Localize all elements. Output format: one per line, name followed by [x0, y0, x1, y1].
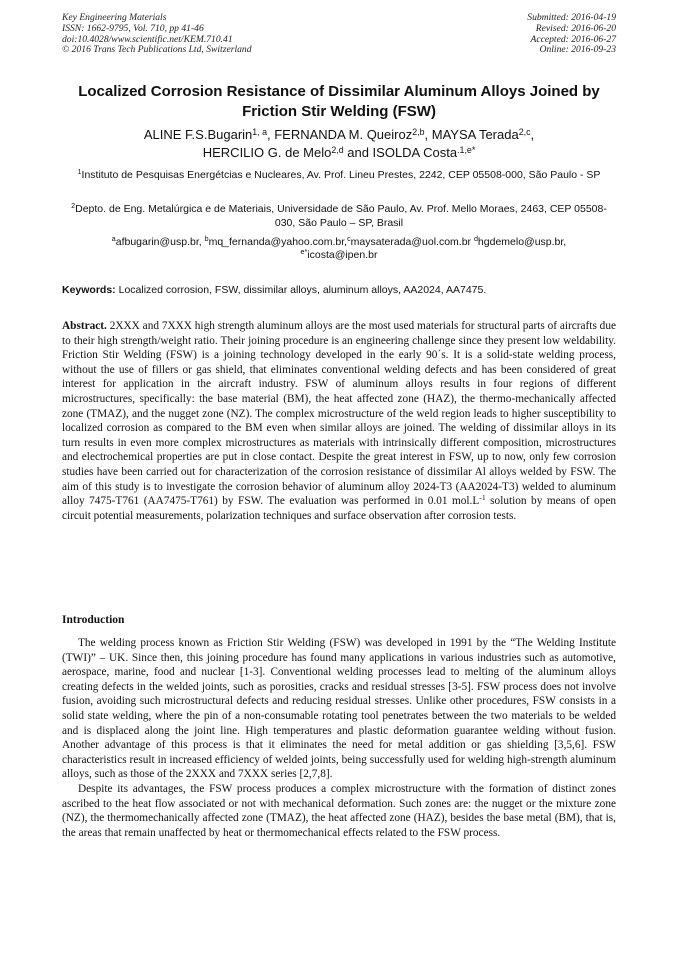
- author: ISOLDA Costa$^{.1,e*}$: [372, 144, 476, 160]
- section-heading-introduction: Introduction: [62, 614, 125, 626]
- affiliation: $^1$Instituto de Pesquisas Energétcias e Nucleares, Av. Prof. Lineu Prestes, 2242, CEP 05508-000, São Paulo - SP: [77, 168, 601, 181]
- revised-date: Revised: 2016-06-20: [535, 22, 616, 34]
- paragraph: Despite its advantages, the FSW process produces a complex microstructure with the formation of distinct zones ascribed to the heat flow associated or not with mechanical deformation. Such zones are: the nugget or the mixture zone (NZ), the thermomechanically affected zone (TMAZ), the heat affected zone (HAZ), besides the base metal (BM), that is, the areas that remain unaffected by heat or thermomechanical effects related to the FSW process.: [62, 782, 616, 839]
- affiliation: $^2$Depto. de Eng. Metalúrgica e de Materiais, Universidade de São Paulo, Av. Prof. Mello Moraes, 2463, CEP 05508-030, São Paulo – SP, Brasil: [71, 202, 607, 229]
- journal-info: [62, 13, 252, 56]
- keywords-label: Keywords:: [62, 284, 116, 296]
- accepted-date: Accepted: 2016-06-27: [530, 33, 616, 45]
- author-list: [62, 126, 616, 162]
- author: HERCILIO G. de Melo$^{2,d}$ and: [202, 144, 373, 160]
- paper-title: Localized Corrosion Resistance of Dissimilar Aluminum Alloys Joined by Friction Stir Welding (FSW): [78, 83, 600, 120]
- journal-name: Key Engineering Materials: [62, 12, 167, 23]
- issn: ISSN: 1662-9795, Vol. 710, pp 41-46: [62, 22, 204, 34]
- author: MAYSA Terada$^{2,c}$,: [431, 126, 535, 142]
- email: $^a$afbugarin@usp.br,: [111, 235, 205, 248]
- author-emails: [62, 236, 616, 262]
- email: $^{e*}$icosta@ipen.br: [300, 248, 378, 261]
- keywords: [62, 283, 616, 297]
- email: $^d$hgdemelo@usp.br,: [473, 235, 567, 248]
- paragraph: The welding process known as Friction Stir Welding (FSW) was developed in 1991 by the “The Welding Institute (TWI)” – UK. Since then, this joining procedure has found many applications in various industries such as automotive, aerospace, marine, food and nuclear [1-3]. Conventional welding processes lead to melting of the aluminum alloys creating defects in the welded joints, such as porosities, cracks and residual stresses [3-5]. FSW process does not involve fusion, avoiding such microstructural defects and reducing residual stresses. Unlike other procedures, FSW consists in a solid state welding, where the pin of a non-consumable rotating tool penetrates between the two materials to be welded and is displaced along the joint line. High temperatures and plastic deformation guarantee welding without fusion. Another advantage of this process is that it eliminates the need for metal addition or gas shielding [3,5,6]. FSW characteristics result in increased efficiency of welded joints, being successfully used for welding high-strength aluminum alloys, such as those of the 2XXX and 7XXX series [2,7,8].: [62, 637, 616, 781]
- email: $^c$maysaterada@uol.com.br: [347, 235, 474, 248]
- doi: doi:10.4028/www.scientific.net/KEM.710.41: [62, 33, 233, 45]
- abstract-label: Abstract.: [62, 320, 107, 332]
- submitted-date: Submitted: 2016-04-19: [527, 12, 616, 23]
- copyright: © 2016 Trans Tech Publications Ltd, Switzerland: [62, 44, 252, 56]
- author: ALINE F.S.Bugarin$^{1, a}$,: [143, 126, 275, 142]
- email: $^b$mq_fernanda@yahoo.com.br,: [204, 235, 348, 248]
- online-date: Online: 2016-09-23: [539, 44, 616, 56]
- author: FERNANDA M. Queiroz$^{2,b}$,: [274, 126, 432, 142]
- publication-dates: [527, 13, 616, 56]
- abstract: Abstract. 2XXX and 7XXX high strength aluminum alloys are the most used materials for structural parts of aircrafts due to their high strength/weight ratio. Their joining procedure is an engineering challenge since they present low weldability. Friction Stir Welding (FSW) is a joining technology developed in the early 90´s. It is a solid-state welding process, without the use of fillers or gas shield, that eliminates conventional welding defects and has been considered of great interest for application in the aircraft industry. FSW of aluminum alloys results in four regions of different microstructures, specifically: the base material (BM), the heat affected zone (HAZ), the thermo-mechanically affected zone (TMAZ), and the nugget zone (NZ). The complex microstructure of the weld region leads to higher susceptibility to localized corrosion as compared to the BM even when similar alloys are joined. The welding of dissimilar alloys in its turn results in even more complex microstructures as materials with intrinsically different composition, microstructures and electrochemical properties are put in close contact. Despite the great interest in FSW, up to now, only few corrosion studies have been carried out for characterization of the corrosion resistance of dissimilar Al alloys welded by FSW. The aim of this study is to investigate the corrosion behavior of aluminum alloy 2024-T3 (AA2024-T3) welded to aluminum alloy 7475-T761 (AA7475-T761) by FSW. The evaluation was performed in 0.01 $mol.L^{-1}$ solution by means of open circuit potential measurements, polarization techniques and surface observation after corrosion tests.: [62, 320, 617, 522]
- keywords-text: Localized corrosion, FSW, dissimilar alloys, aluminum alloys, AA2024, AA7475.: [115, 284, 487, 296]
- introduction-body: [62, 636, 616, 840]
